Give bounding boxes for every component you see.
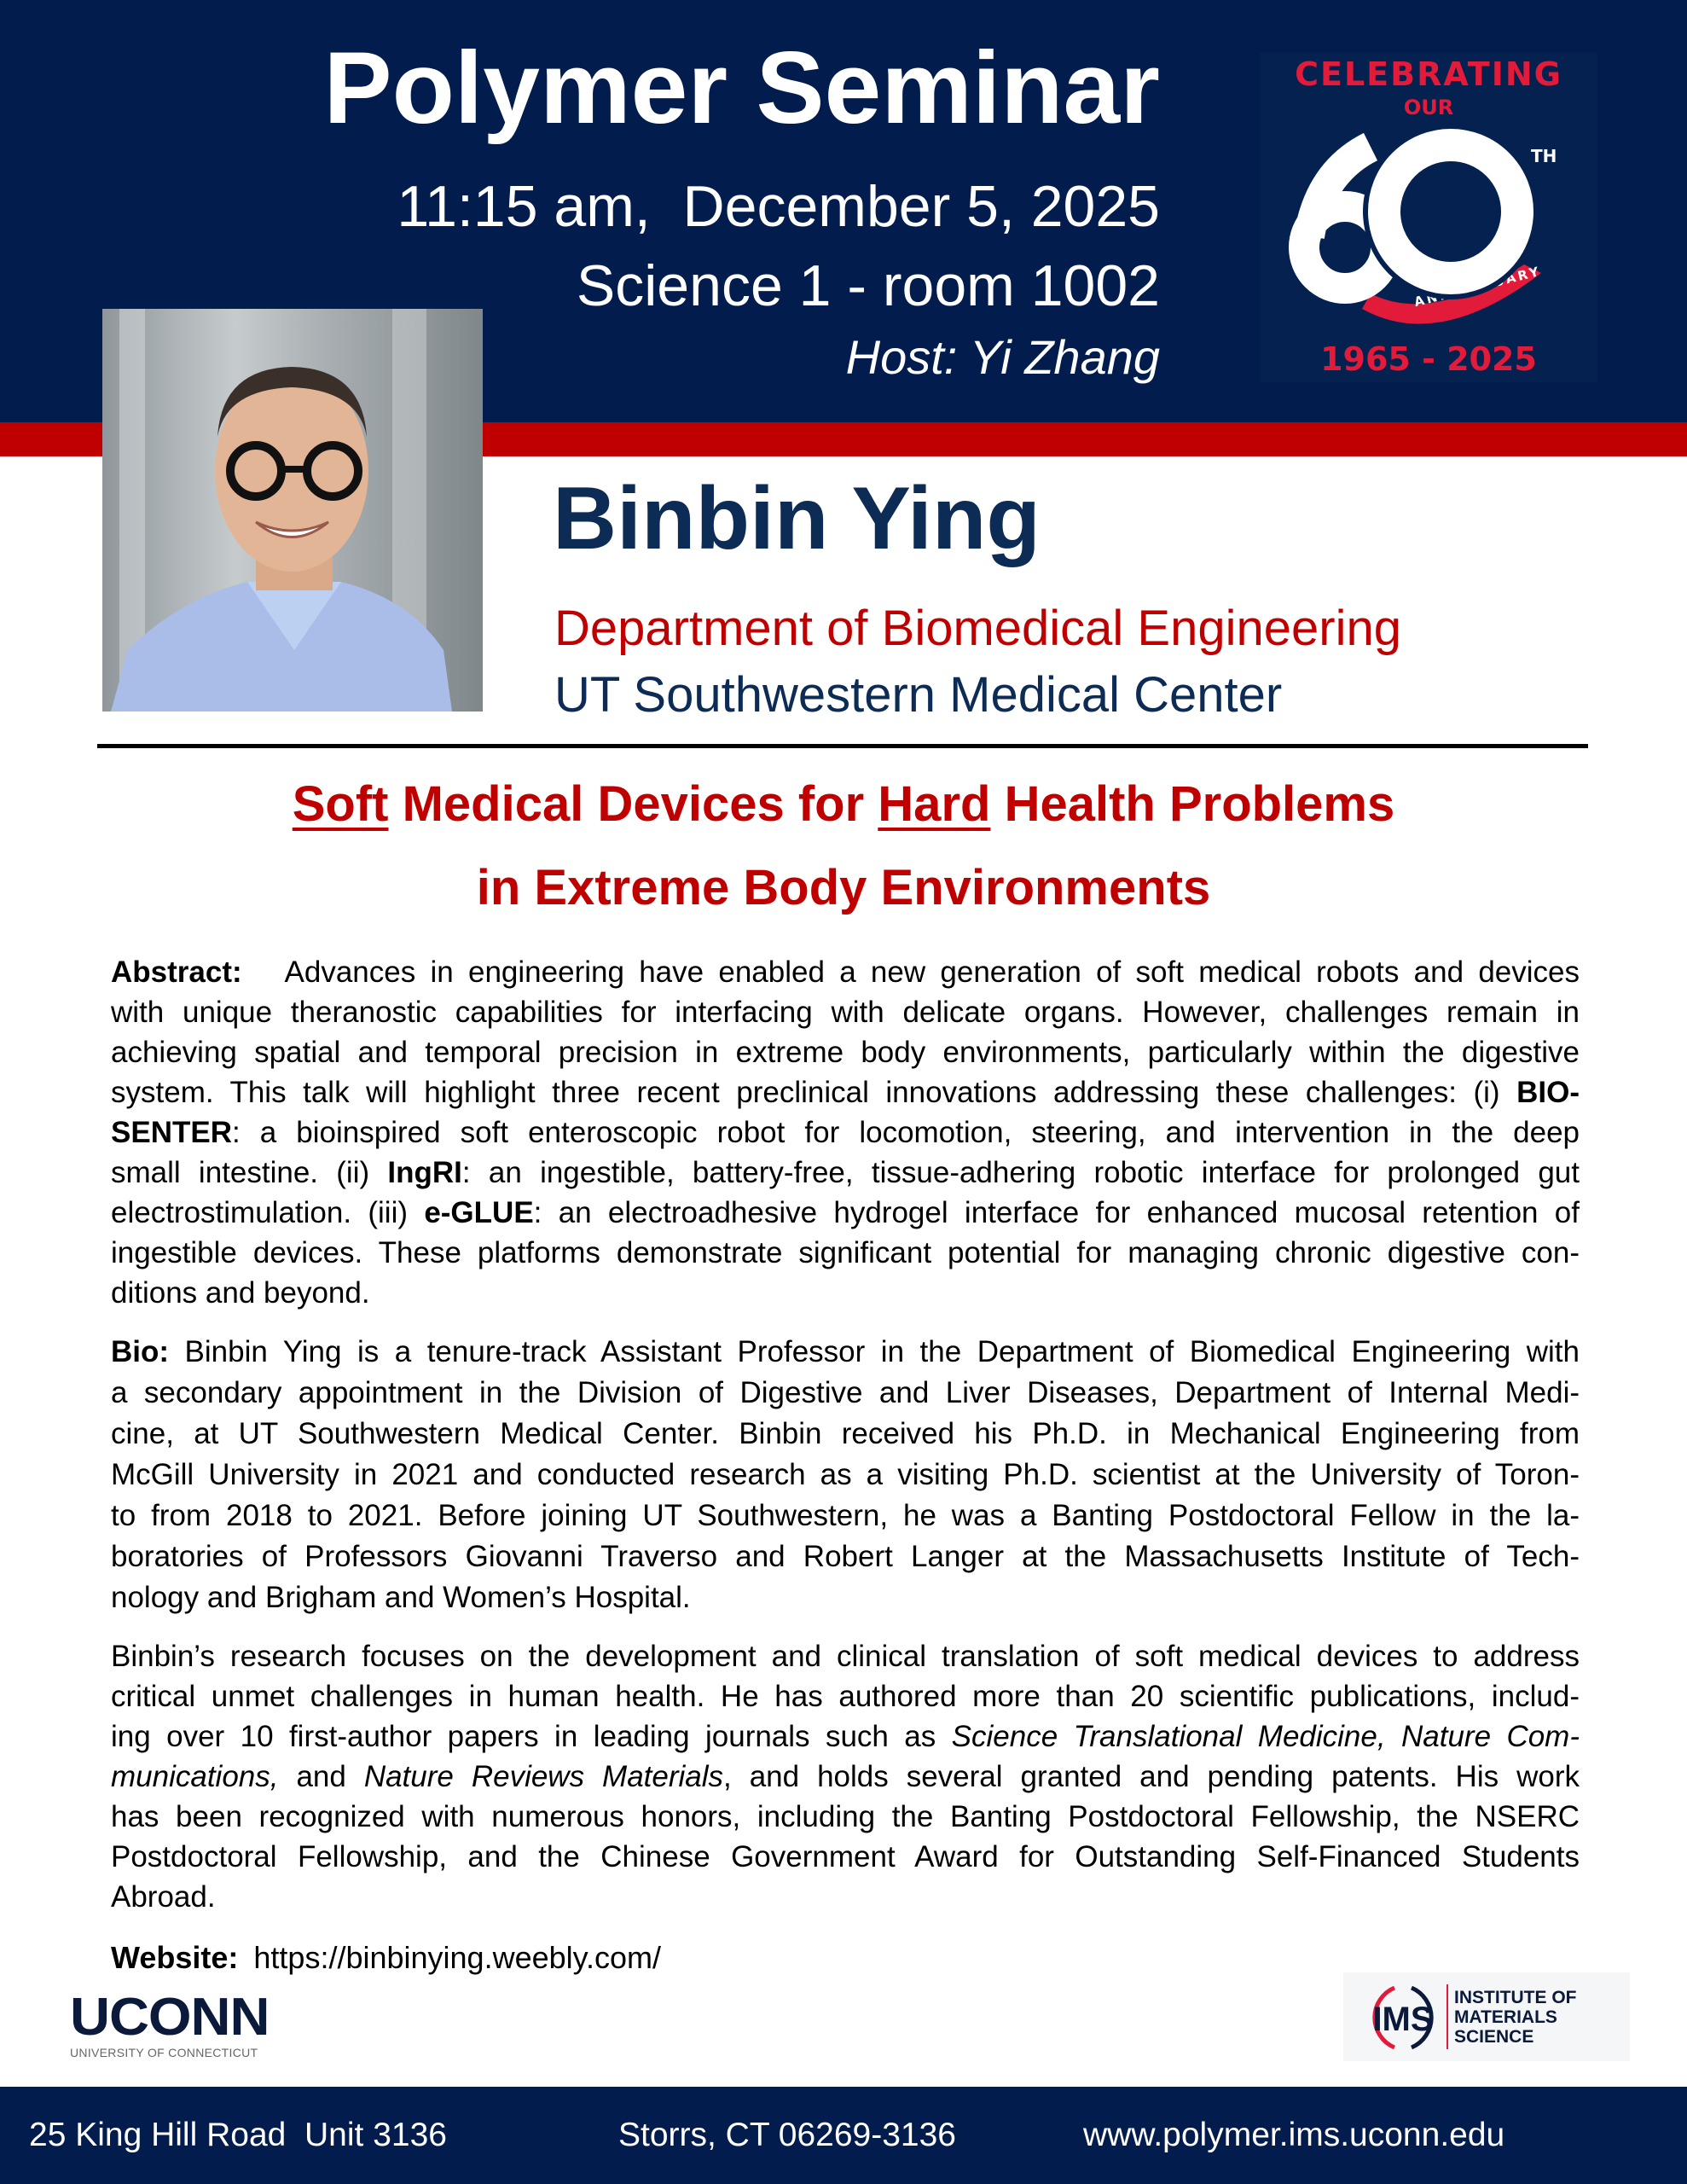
text: system. This talk will highlight three recent preclinical innovations addressing these challenges: (i) — [111, 1076, 1517, 1109]
abstract-line — [111, 1032, 1580, 1072]
text: , and holds several granted and pending patents. His work — [723, 1760, 1580, 1793]
talk-title-line-2: in Extreme Body Environments — [476, 860, 1211, 915]
text: cine, at UT Southwestern Medical Center. Binbin received his Ph.D. in Mechanical Engineering from — [111, 1417, 1580, 1450]
ims-logo — [1343, 1972, 1630, 2061]
bio-line — [111, 1496, 1580, 1536]
bold-text: IngRI — [387, 1156, 462, 1189]
text: has been recognized with numerous honors, including the Banting Postdoctoral Fellowship, the NSERC — [111, 1800, 1580, 1833]
seminar-title: Polymer Seminar — [323, 31, 1160, 145]
text: electrostimulation. (iii) — [111, 1196, 425, 1229]
speaker-photo — [102, 309, 483, 712]
svg-text:SCIENCE: SCIENCE — [1454, 2027, 1534, 2047]
title-text: Health Problems — [990, 776, 1395, 832]
underlined-word: Soft — [292, 776, 389, 832]
bold-text: Abstract: — [111, 956, 242, 989]
italic-text: Science Translational Medicine, Nature Com- — [951, 1720, 1580, 1753]
uconn-logo — [70, 1988, 275, 2061]
abstract-line — [111, 992, 1580, 1032]
text: : an ingestible, battery-free, tissue-adhering robotic interface for prolonged gut — [461, 1156, 1580, 1189]
website-label: Website: — [111, 1940, 239, 1975]
abstract-paragraph — [111, 952, 1580, 1313]
text: ingestible devices. These platforms demonstrate significant potential for managing chronic digestive con- — [111, 1236, 1580, 1269]
bio-line — [111, 1332, 1580, 1373]
svg-text:CELEBRATING: CELEBRATING — [1295, 55, 1562, 93]
website-link[interactable]: https://binbinying.weebly.com/ — [253, 1940, 661, 1975]
research-line — [111, 1636, 1580, 1676]
text: critical unmet challenges in human health. He has authored more than 20 scientific publications, includ- — [111, 1680, 1580, 1713]
seminar-datetime: 11:15 am, December 5, 2025 — [397, 174, 1160, 239]
text: Binbin’s research focuses on the development and clinical translation of soft medical devices to address — [111, 1640, 1580, 1673]
text: Postdoctoral Fellowship, and the Chinese Government Award for Outstanding Self-Financed Students — [111, 1840, 1580, 1873]
svg-text:ANNIVERSARY: ANNIVERSARY — [1412, 263, 1543, 311]
anniversary-logo — [1260, 53, 1597, 382]
research-line — [111, 1676, 1580, 1716]
text: nology and Brigham and Women’s Hospital. — [111, 1581, 691, 1614]
abstract-line — [111, 1233, 1580, 1273]
abstract-line — [111, 1193, 1580, 1233]
italic-text: munications, — [111, 1760, 279, 1793]
seminar-host: Host: Yi Zhang — [845, 330, 1160, 384]
svg-text:TH: TH — [1531, 146, 1557, 166]
speaker-portrait-image — [102, 309, 483, 712]
uconn-wordmark: UCONN — [70, 1988, 270, 2047]
research-line — [111, 1757, 1580, 1797]
research-line — [111, 1716, 1580, 1757]
seminar-location: Science 1 - room 1002 — [576, 253, 1160, 318]
bio-line — [111, 1455, 1580, 1496]
text: ing over 10 first-author papers in leading journals such as — [111, 1720, 952, 1753]
research-line — [111, 1837, 1580, 1877]
bold-text: SENTER — [111, 1116, 232, 1149]
bold-text: e-GLUE — [424, 1196, 534, 1229]
svg-text:1965 - 2025: 1965 - 2025 — [1320, 340, 1537, 378]
research-line — [111, 1797, 1580, 1837]
bold-text: BIO- — [1516, 1076, 1580, 1109]
website-line — [111, 1938, 661, 1978]
title-text: Medical Devices for — [388, 776, 878, 832]
svg-text:INSTITUTE OF: INSTITUTE OF — [1454, 1988, 1577, 2007]
bio-line — [111, 1577, 1580, 1618]
text: Advances in engineering have enabled a new generation of soft medical robots and devices — [241, 956, 1580, 989]
speaker-institution: UT Southwestern Medical Center — [554, 667, 1283, 723]
text: and — [278, 1760, 364, 1793]
bio-line — [111, 1536, 1580, 1577]
bio-line — [111, 1373, 1580, 1414]
ims-logo-mark — [1343, 1972, 1630, 2061]
footer-address: 25 King Hill Road Unit 3136 — [29, 2117, 447, 2153]
bio-line — [111, 1414, 1580, 1455]
text: small intestine. (ii) — [111, 1156, 388, 1189]
underlined-word: Hard — [878, 776, 991, 832]
bold-text: Bio: — [111, 1335, 170, 1368]
speaker-name: Binbin Ying — [553, 469, 1041, 568]
text: a secondary appointment in the Division of Digestive and Liver Diseases, Department of Internal Medi- — [111, 1376, 1580, 1409]
text: achieving spatial and temporal precision in extreme body environments, particularly within the digestive — [111, 1036, 1580, 1069]
footer-website[interactable]: www.polymer.ims.uconn.edu — [1083, 2117, 1505, 2153]
text: Abroad. — [111, 1880, 216, 1914]
text: with unique theranostic capabilities for interfacing with delicate organs. However, challenges remain in — [111, 996, 1580, 1029]
text: Binbin Ying is a tenure-track Assistant Professor in the Department of Biomedical Engineering with — [169, 1335, 1580, 1368]
anniversary-60-emblem — [1260, 53, 1597, 382]
uconn-subtitle: UNIVERSITY OF CONNECTICUT — [70, 2046, 258, 2059]
abstract-line — [111, 1112, 1580, 1153]
abstract-line — [111, 952, 1580, 992]
text: ditions and beyond. — [111, 1276, 370, 1310]
bio-paragraph — [111, 1332, 1580, 1618]
abstract-line — [111, 1153, 1580, 1193]
speaker-department: Department of Biomedical Engineering — [554, 601, 1401, 656]
text: to from 2018 to 2021. Before joining UT Southwestern, he was a Banting Postdoctoral Fellow in the la- — [111, 1499, 1580, 1532]
abstract-line — [111, 1072, 1580, 1112]
abstract-line — [111, 1273, 1580, 1313]
talk-title-line-1 — [0, 775, 1687, 834]
text: : an electroadhesive hydrogel interface for enhanced mucosal retention of — [533, 1196, 1580, 1229]
svg-text:IMS: IMS — [1372, 2001, 1434, 2038]
text: : a bioinspired soft enteroscopic robot for locomotion, steering, and intervention in the deep — [231, 1116, 1580, 1149]
svg-text:MATERIALS: MATERIALS — [1454, 2007, 1557, 2027]
research-line — [111, 1877, 1580, 1917]
research-paragraph — [111, 1636, 1580, 1917]
italic-text: Nature Reviews Materials — [363, 1760, 724, 1793]
divider-rule — [97, 744, 1588, 748]
text: McGill University in 2021 and conducted research as a visiting Ph.D. scientist at the University of Toron- — [111, 1458, 1580, 1491]
footer-city: Storrs, CT 06269-3136 — [618, 2117, 956, 2153]
svg-text:OUR: OUR — [1403, 96, 1454, 119]
text: boratories of Professors Giovanni Traverso and Robert Langer at the Massachusetts Institute of Tech- — [111, 1540, 1580, 1573]
